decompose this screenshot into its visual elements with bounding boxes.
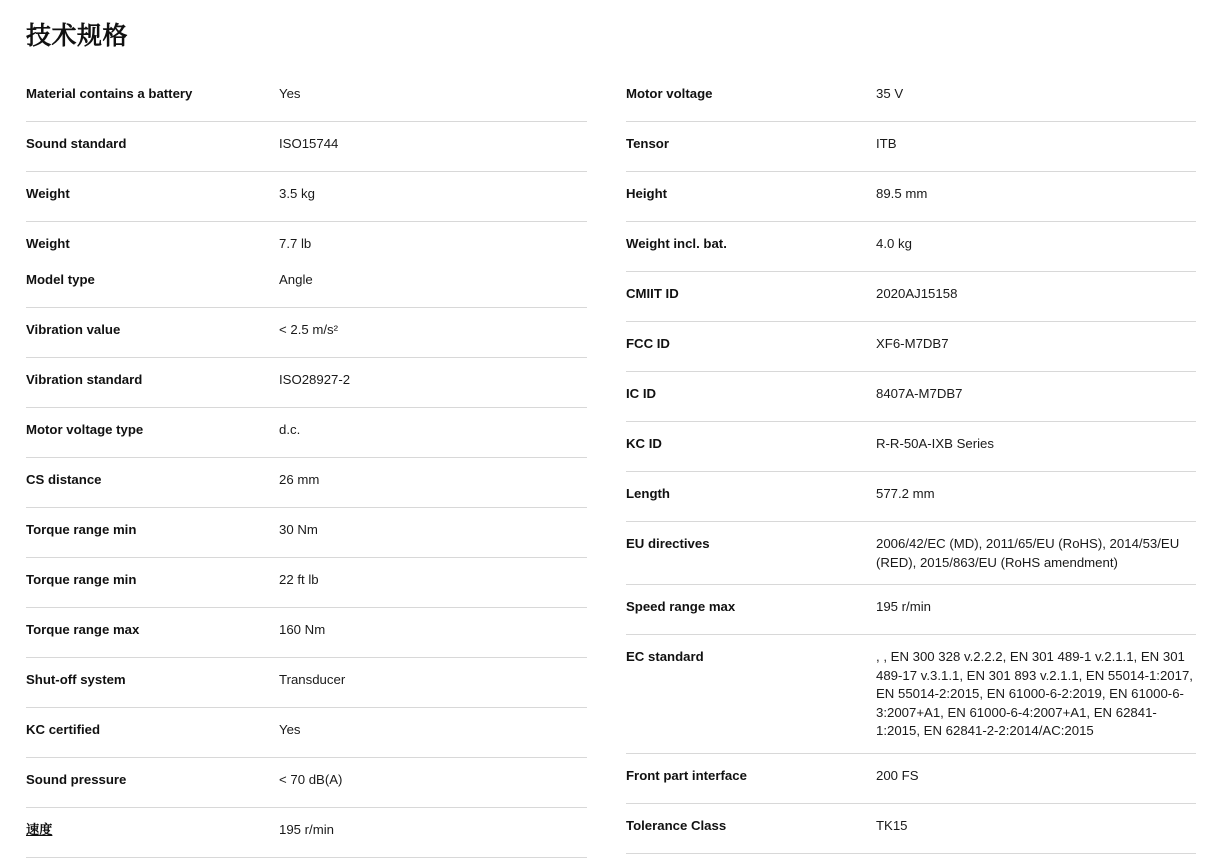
spec-value: < 70 dB(A) xyxy=(279,772,343,787)
spec-value: XF6-M7DB7 xyxy=(876,336,949,351)
spec-row xyxy=(626,72,1196,122)
spec-label: Model type xyxy=(26,272,95,287)
spec-label: Torque range min xyxy=(26,522,137,537)
spec-label: EC standard xyxy=(626,649,704,664)
spec-label: Weight xyxy=(26,236,70,251)
spec-value: ITB xyxy=(876,136,897,151)
spec-row xyxy=(626,172,1196,222)
spec-row xyxy=(626,372,1196,422)
spec-label: Torque range min xyxy=(26,572,137,587)
spec-row xyxy=(26,708,587,758)
spec-value: 2006/42/EC (MD), 2011/65/EU (RoHS), 2014/53/EU (RED), 2015/863/EU (RoHS amendment) xyxy=(876,536,1180,570)
spec-value: 26 mm xyxy=(279,472,320,487)
spec-label: CMIIT ID xyxy=(626,286,679,301)
spec-value: Angle xyxy=(279,272,313,287)
spec-value: 195 r/min xyxy=(876,599,931,614)
spec-row xyxy=(26,558,587,608)
spec-value: 577.2 mm xyxy=(876,486,935,501)
spec-value: 195 r/min xyxy=(279,822,334,837)
spec-row xyxy=(26,72,587,122)
spec-row xyxy=(626,472,1196,522)
spec-value: 35 V xyxy=(876,86,904,101)
spec-row xyxy=(626,804,1196,854)
spec-row xyxy=(626,635,1196,754)
spec-label: EU directives xyxy=(626,536,710,551)
spec-row xyxy=(26,408,587,458)
spec-row xyxy=(626,422,1196,472)
page-title: 技术规格 xyxy=(26,22,129,50)
spec-row xyxy=(626,322,1196,372)
spec-value: d.c. xyxy=(279,422,301,437)
spec-row xyxy=(26,265,587,308)
spec-row xyxy=(26,222,587,265)
spec-label: Tensor xyxy=(626,136,669,151)
spec-value: ISO28927-2 xyxy=(279,372,351,387)
spec-value: < 2.5 m/s² xyxy=(279,322,338,337)
spec-row xyxy=(626,222,1196,272)
spec-label: Vibration standard xyxy=(26,372,143,387)
spec-row xyxy=(26,308,587,358)
spec-row xyxy=(626,522,1196,585)
spec-label: Sound pressure xyxy=(26,772,127,787)
spec-value: 4.0 kg xyxy=(876,236,912,251)
spec-label: Tolerance Class xyxy=(626,817,727,833)
spec-value: 3.5 kg xyxy=(279,186,315,201)
spec-value: 8407A-M7DB7 xyxy=(876,386,963,401)
spec-value: 30 Nm xyxy=(279,522,318,537)
spec-label: Material contains a battery xyxy=(26,86,193,101)
spec-columns xyxy=(26,72,1196,858)
spec-row xyxy=(626,754,1196,804)
spec-row xyxy=(26,658,587,708)
spec-label: KC certified xyxy=(26,722,101,737)
spec-row xyxy=(626,585,1196,635)
spec-row xyxy=(26,508,587,558)
spec-value: 7.7 lb xyxy=(279,236,312,251)
spec-value: Yes xyxy=(279,86,301,101)
spec-label: Motor voltage type xyxy=(26,422,144,437)
spec-label: Motor voltage xyxy=(626,86,713,101)
spec-row xyxy=(26,758,587,808)
spec-column-left xyxy=(26,72,611,858)
spec-label: Front part interface xyxy=(626,767,747,783)
spec-value: 89.5 mm xyxy=(876,186,928,201)
spec-label: FCC ID xyxy=(626,336,670,351)
spec-label: Length xyxy=(626,486,670,501)
spec-value: 2020AJ15158 xyxy=(876,286,958,301)
spec-label: Height xyxy=(626,186,668,201)
spec-value: ISO15744 xyxy=(279,136,339,151)
spec-value: 22 ft lb xyxy=(279,572,319,587)
spec-value: 160 Nm xyxy=(279,622,326,637)
spec-value: TK15 xyxy=(876,817,908,833)
spec-row xyxy=(26,808,587,858)
spec-row xyxy=(26,608,587,658)
spec-value: 200 FS xyxy=(876,767,919,783)
spec-column-right xyxy=(611,72,1196,854)
spec-label: KC ID xyxy=(626,436,662,451)
spec-label: Vibration value xyxy=(26,322,121,337)
spec-label: Speed range max xyxy=(626,599,736,614)
spec-row xyxy=(26,122,587,172)
spec-row xyxy=(626,122,1196,172)
spec-row xyxy=(26,458,587,508)
spec-label: IC ID xyxy=(626,386,657,401)
spec-label: Weight incl. bat. xyxy=(626,236,727,251)
spec-row xyxy=(626,272,1196,322)
spec-label: Weight xyxy=(26,186,70,201)
spec-label: Shut-off system xyxy=(26,672,126,687)
spec-value: Yes xyxy=(279,722,301,737)
spec-row xyxy=(26,358,587,408)
spec-label: CS distance xyxy=(26,472,102,487)
spec-row xyxy=(26,172,587,222)
spec-value: , , EN 300 328 v.2.2.2, EN 301 489-1 v.2.1.1, EN 301 489-17 v.3.1.1, EN 301 893 v.2.1.1, EN 55014-1:2017, EN 55014-2:2015, EN 61000-6-2:2019, EN 61000-6-3:2007+A1, EN 61000-6-4:2007+A1, EN 62841-1:2015, EN 62841-2-2:2014/AC:2015 xyxy=(876,649,1193,738)
spec-label: Sound standard xyxy=(26,136,127,151)
spec-label: Torque range max xyxy=(26,622,140,637)
spec-value: Transducer xyxy=(279,672,346,687)
spec-value: R-R-50A-IXB Series xyxy=(876,436,994,451)
spec-label-speed[interactable]: 速度 xyxy=(26,822,53,837)
